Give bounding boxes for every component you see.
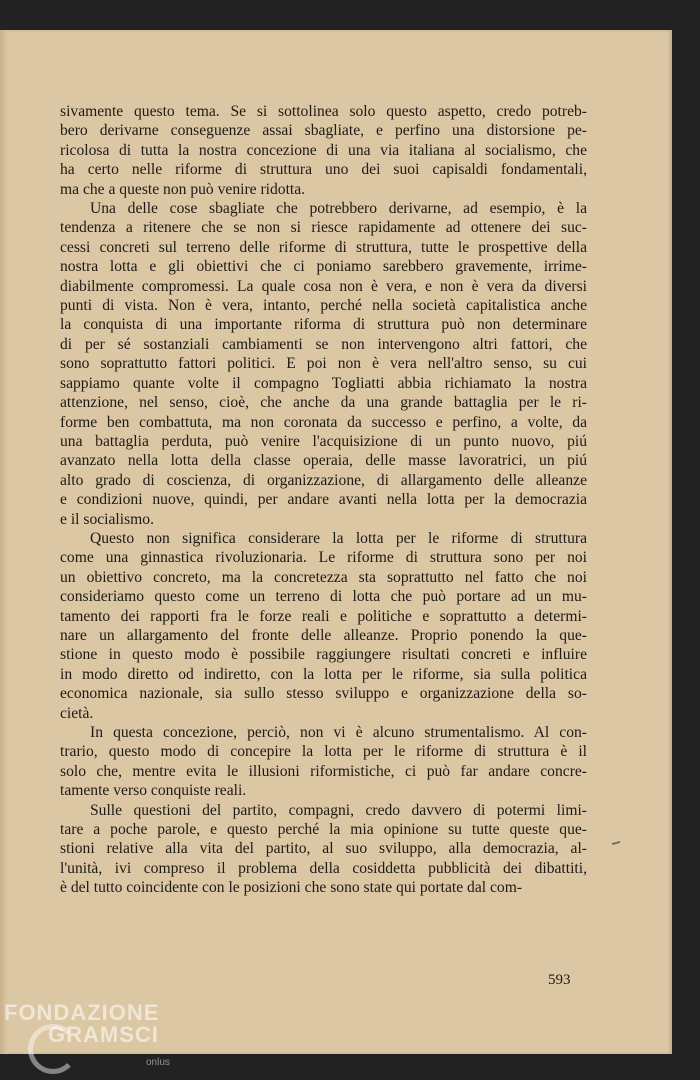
book-page (0, 30, 672, 1054)
text-line: Sulle questioni del partito, compagni, credo davvero di potermi limi- (90, 801, 587, 819)
text-line: punti di vista. Non è vera, intanto, perché nella società capitalistica anche (60, 297, 587, 315)
watermark-line-1: FONDAZIONE (4, 1000, 160, 1025)
paragraph (60, 801, 587, 898)
text-line: trario, questo modo di concepire la lotta per le riforme di struttura è il (60, 743, 587, 761)
text-line: l'unità, ivi compreso il problema della cosiddetta pubblicità dei dibattiti, (60, 859, 587, 877)
text-line: consideriamo questo come un terreno di lotta che può portare ad un mu- (60, 588, 587, 606)
text-line: bero derivarne conseguenze assai sbagliate, e perfino una distorsione pe- (60, 122, 587, 140)
paragraph (60, 102, 587, 199)
text-line: cessi concreti sul terreno delle riforme di struttura, tutte le prospettive della (60, 238, 587, 256)
text-line: la conquista di una importante riforma di struttura può non determinare (60, 316, 587, 334)
text-line: ma che a queste non può venire ridotta. (60, 180, 306, 198)
watermark-logo (4, 1000, 170, 1068)
margin-mark (612, 841, 620, 845)
text-line: sivamente questo tema. Se si sottolinea solo questo aspetto, credo potreb- (60, 103, 587, 120)
text-line: ha certo nelle riforme di struttura uno dei suoi capisaldi fondamentali, (60, 161, 587, 179)
text-line: sono soprattutto fattori politici. E poi non è vera nell'altro senso, su cui (60, 355, 587, 373)
text-line: tare a poche parole, e questo perché la mia opinione su tutte queste que- (60, 821, 587, 839)
text-line: nostra lotta e gli obiettivi che ci poniamo sarebbero gravemente, irrime- (60, 258, 587, 276)
text-line: tamente verso conquiste reali. (60, 782, 247, 800)
text-line: tendenza a ritenere che se non si riesce rapidamente ad ottenere dei suc- (60, 219, 587, 237)
text-line: e condizioni nuove, quindi, per andare avanti nella lotta per la democrazia (60, 491, 587, 509)
body-text (60, 102, 587, 898)
text-line: forme ben combattuta, ma non coronata da successo e perfino, a volte, da (60, 413, 587, 431)
text-line: Una delle cose sbagliate che potrebbero derivarne, ad esempio, è la (90, 200, 587, 218)
text-line: un obiettivo concreto, ma la concretezza sta soprattutto nel fatto che noi (60, 568, 587, 586)
text-line: alto grado di coscienza, di organizzazione, di allargamento delle alleanze (60, 471, 587, 489)
paragraph (60, 199, 587, 529)
watermark-sub: onlus (146, 1057, 170, 1068)
text-line: come una ginnastica rivoluzionaria. Le riforme di struttura sono per noi (60, 549, 587, 567)
text-line: di per sé sostanziali cambiamenti se non intervengono altri fattori, che (60, 335, 587, 353)
text-line: attenzione, nel senso, cioè, che anche da una grande battaglia per le ri- (60, 394, 587, 412)
text-line: una battaglia perduta, può venire l'acquisizione di un punto nuovo, piú (60, 432, 587, 450)
text-line: solo che, mentre evita le illusioni riformistiche, ci può far andare concre- (60, 762, 587, 780)
text-line: In questa concezione, perciò, non vi è alcuno strumentalismo. Al con- (90, 724, 587, 741)
text-line: ricolosa di tutta la nostra concezione di una via italiana al socialismo, che (60, 141, 587, 159)
watermark-line-2: GRAMSCI (48, 1022, 159, 1047)
text-line: diabilmente compromessi. La quale cosa non è vera, e non è vera da diversi (60, 277, 587, 295)
text-line: cietà. (60, 704, 94, 722)
text-line: è del tutto coincidente con le posizioni che sono state qui portate dal com- (60, 879, 523, 897)
text-line: economica nazionale, sia sullo stesso sviluppo e organizzazione della so- (60, 685, 587, 703)
text-line: avanzato nella lotta della classe operaia, delle masse lavoratrici, un piú (60, 452, 587, 470)
text-line: sappiamo quante volte il compagno Togliatti abbia richiamato la nostra (60, 374, 587, 392)
paragraph (60, 529, 587, 723)
text-line: in modo diretto od indiretto, con la lotta per le riforme, sia sulla politica (60, 665, 587, 683)
text-line: stione in questo modo è possibile raggiungere risultati concreti e influire (60, 646, 587, 664)
page-spine-shadow (0, 30, 8, 1054)
text-line: nare un allargamento del fronte delle alleanze. Proprio ponendo la que- (60, 626, 587, 644)
paragraph (60, 723, 587, 801)
text-line: e il socialismo. (60, 510, 154, 528)
page-number: 593 (548, 972, 571, 988)
text-line: stioni relative alla vita del partito, al suo sviluppo, alla democrazia, al- (60, 840, 587, 858)
text-line: Questo non significa considerare la lotta per le riforme di struttura (90, 529, 587, 547)
text-line: tamento dei rapporti fra le forze reali e politiche e soprattutto a determi- (60, 607, 587, 625)
